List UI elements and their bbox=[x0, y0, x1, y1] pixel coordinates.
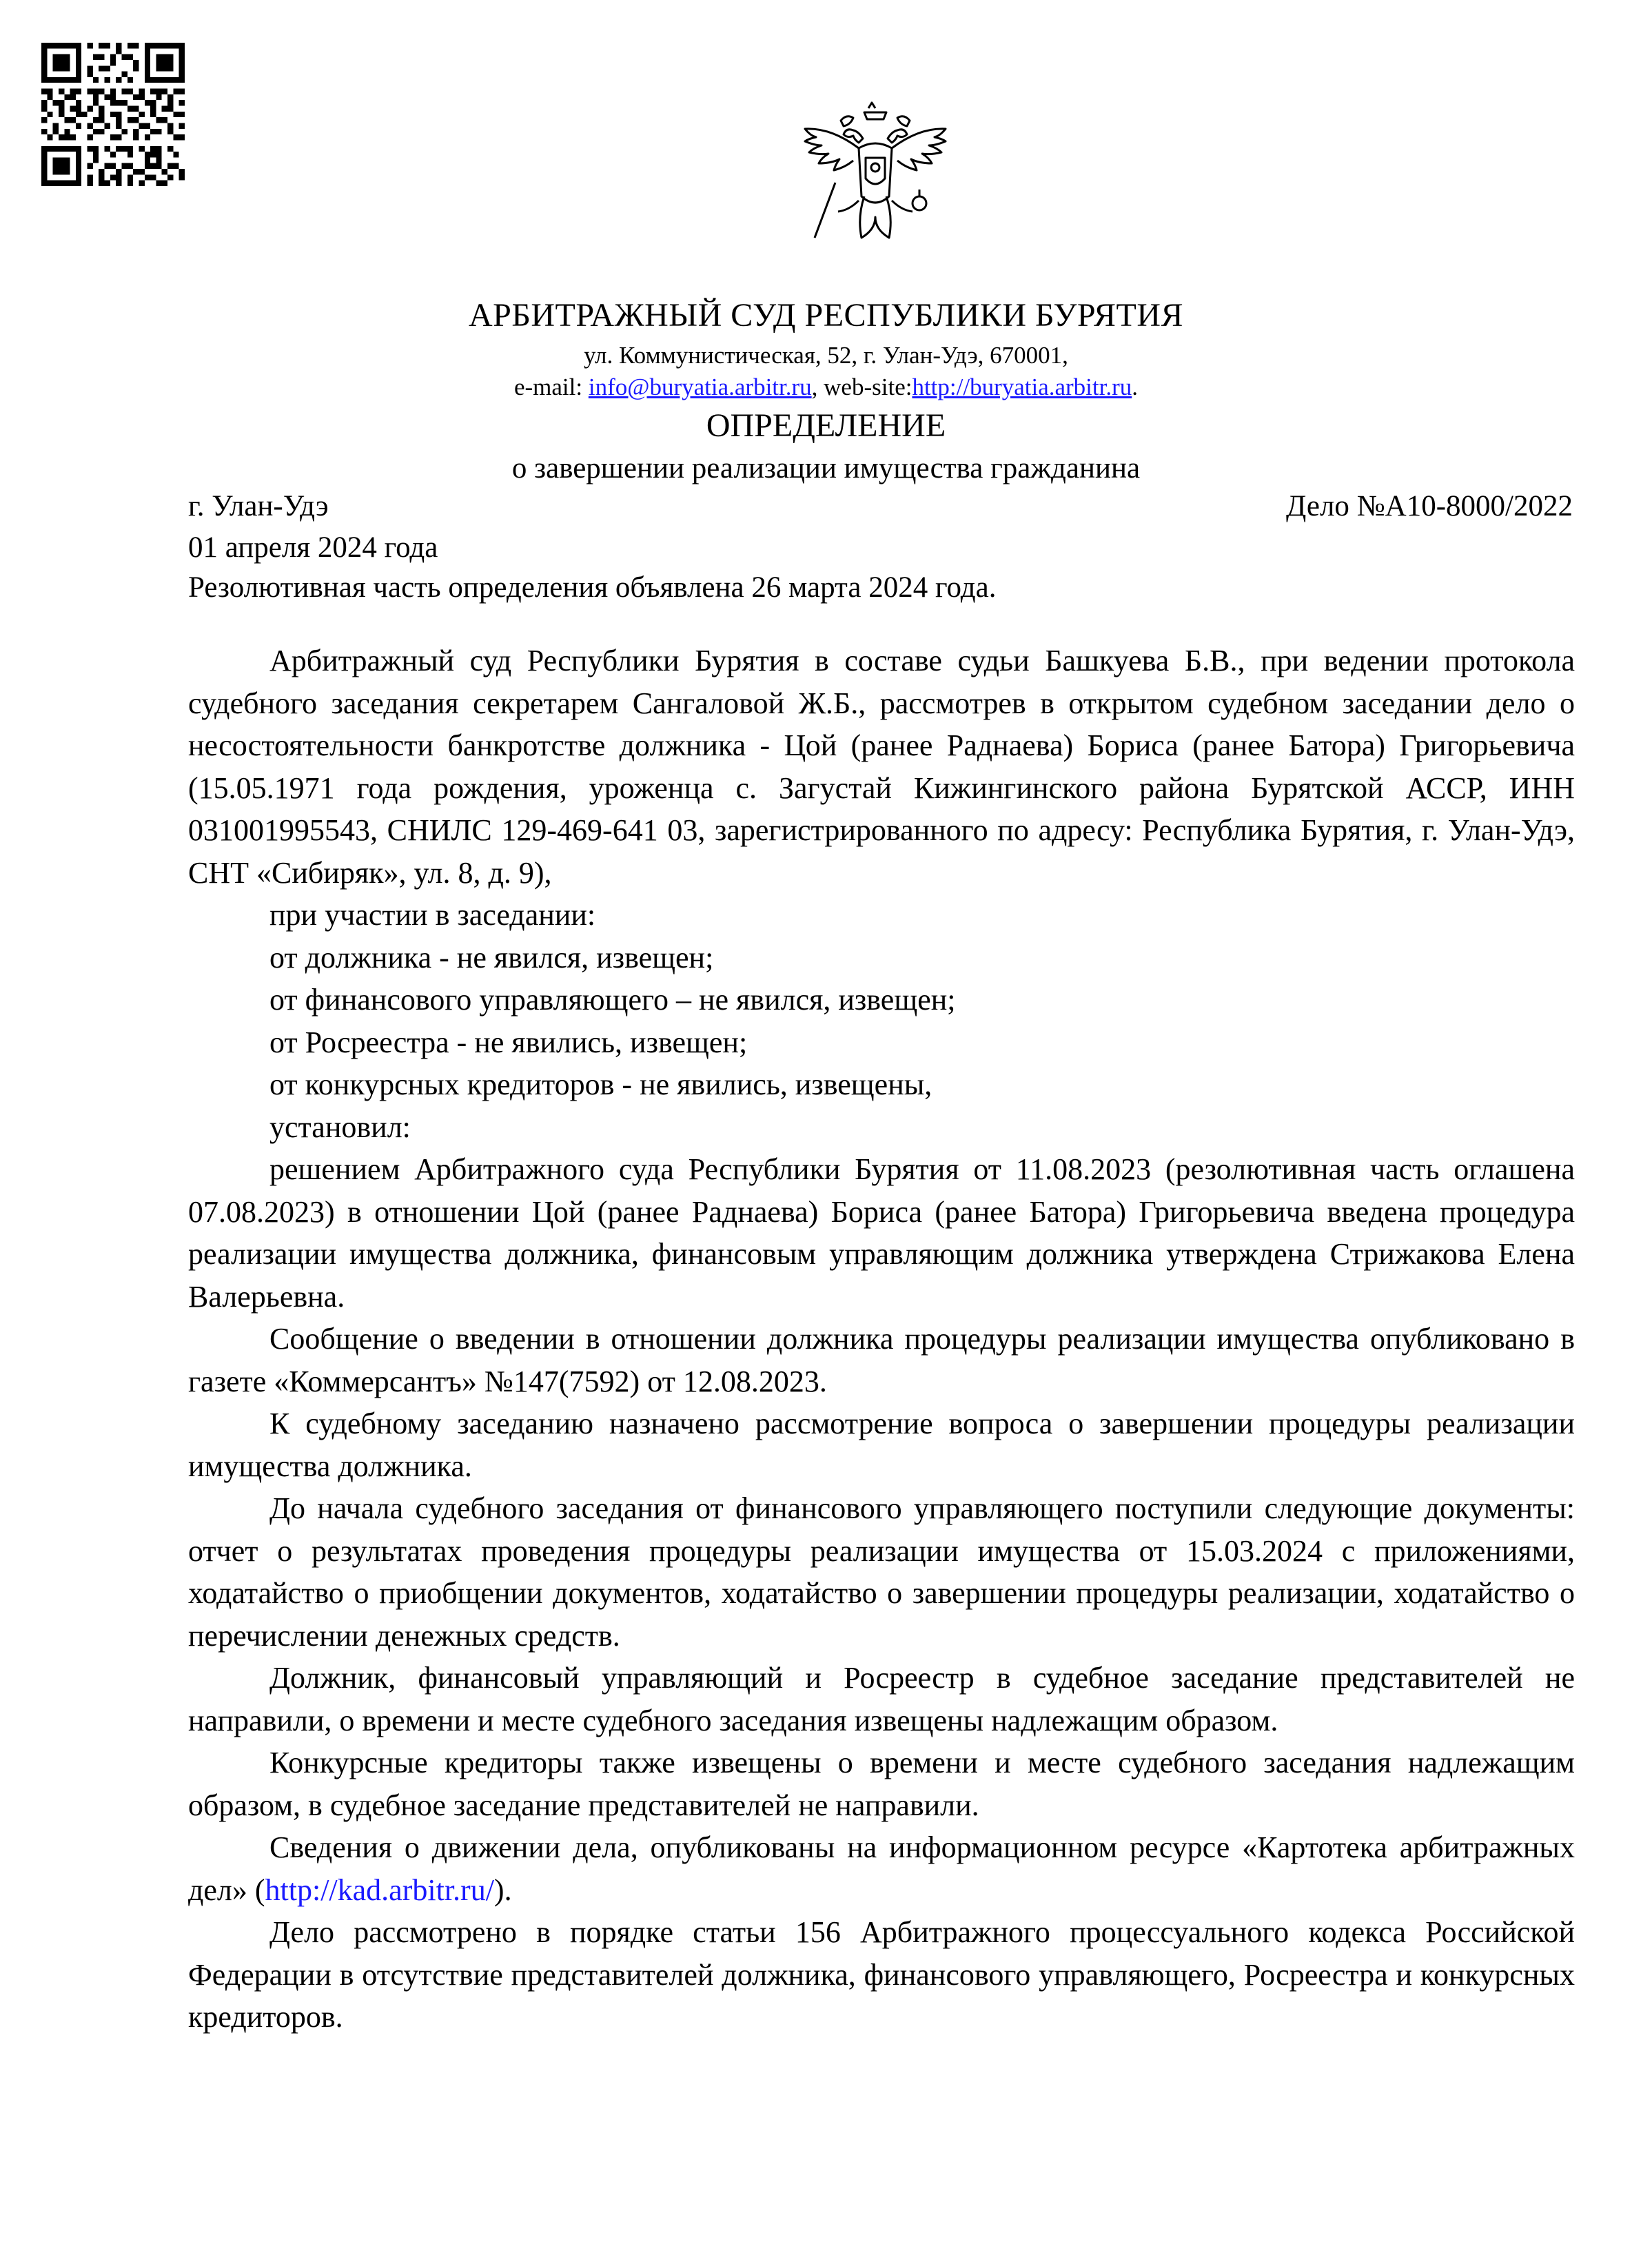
paragraph-case-info bbox=[188, 1826, 1575, 1911]
court-address: ул. Коммунистическая, 52, г. Улан-Удэ, 670001, bbox=[584, 342, 1068, 369]
document-place: г. Улан-Удэ bbox=[188, 490, 329, 522]
paragraph-composition: Арбитражный суд Республики Бурятия в составе судьи Башкуева Б.В., при ведении протокола судебного заседания секретарем Сангаловой Ж.Б., рассмотрев в открытом судебном заседании дело о несостоятельности банкротстве должника - Цой (ранее Раднаева) Бориса (ранее Батора) Григорьевича (15.05.1971 года рождения, уроженца с. Загустай Кижингинского района Бурятской АССР, ИНН 031001995543, СНИЛС 129-469-641 03, зарегистрированного по адресу: Республика Бурятия, г. Улан-Удэ, СНТ «Сибиряк», ул. 8, д. 9), bbox=[188, 644, 1575, 890]
paragraph-participation: при участии в заседании: bbox=[269, 898, 596, 932]
paragraph-rosreestr: от Росреестра - не явились, извещен; bbox=[269, 1025, 748, 1059]
paragraph-creditors-notified: Конкурсные кредиторы также извещены о времени и месте судебного заседания надлежащим образом, в судебное заседание представителей не направили. bbox=[188, 1746, 1575, 1822]
website-link[interactable]: http://buryatia.arbitr.ru bbox=[912, 374, 1132, 400]
website-label: , web-site: bbox=[811, 374, 912, 400]
email-link[interactable]: info@buryatia.arbitr.ru bbox=[588, 374, 812, 400]
qr-code bbox=[41, 43, 185, 186]
kad-link[interactable]: http://kad.arbitr.ru/ bbox=[265, 1872, 494, 1907]
website-end: . bbox=[1132, 374, 1139, 400]
coat-of-arms-emblem bbox=[793, 100, 958, 265]
paragraph-manager: от финансового управляющего – не явился, извещен; bbox=[269, 983, 956, 1017]
paragraph-hearing: К судебному заседанию назначено рассмотрение вопроса о завершении процедуры реализации имущества должника. bbox=[188, 1407, 1575, 1483]
case-number: Дело №А10-8000/2022 bbox=[1286, 490, 1573, 522]
document-type: ОПРЕДЕЛЕНИЕ bbox=[706, 407, 946, 444]
email-label: e-mail: bbox=[513, 374, 589, 400]
document-subject: о завершении реализации имущества гражданина bbox=[511, 452, 1141, 484]
court-name: АРБИТРАЖНЫЙ СУД РЕСПУБЛИКИ БУРЯТИЯ bbox=[468, 297, 1184, 334]
paragraph-procedure: Дело рассмотрено в порядке статьи 156 Арбитражного процессуального кодекса Российской Федерации в отсутствие представителей должника, финансового управляющего, Росреестра и конкурсных кредиторов. bbox=[188, 1915, 1575, 2034]
paragraph-debtor: от должника - не явился, извещен; bbox=[269, 940, 714, 974]
paragraph-publication: Сообщение о введении в отношении должника процедуры реализации имущества опубликовано в газете «Коммерсантъ» №147(7592) от 12.08.2023. bbox=[188, 1322, 1575, 1398]
paragraph-creditors: от конкурсных кредиторов - не явились, извещены, bbox=[269, 1068, 932, 1101]
paragraph-absence: Должник, финансовый управляющий и Росреестр в судебное заседание представителей не направили, о времени и месте судебного заседания извещены надлежащим образом. bbox=[188, 1661, 1575, 1737]
paragraph-documents: До начала судебного заседания от финансового управляющего поступили следующие документы: отчет о результатах проведения процедуры реализации имущества от 15.03.2024 с приложениями, ходатайство о приобщении документов, ходатайство о завершении процедуры реализации, ходатайство о перечислении денежных средств. bbox=[188, 1491, 1575, 1653]
case-info-end: ). bbox=[493, 1872, 512, 1907]
paragraph-decision: решением Арбитражного суда Республики Бурятия от 11.08.2023 (резолютивная часть оглашена 07.08.2023) в отношении Цой (ранее Раднаева) Бориса (ранее Батора) Григорьевича введена процедура реализации имущества должника, финансовым управляющим должника утверждена Стрижакова Елена Валерьевна. bbox=[188, 1152, 1575, 1314]
document-date: 01 апреля 2024 года bbox=[188, 531, 438, 564]
paragraph-established: установил: bbox=[269, 1110, 411, 1144]
case-info-text: Сведения о движении дела, опубликованы на информационном ресурсе «Картотека арбитражных дел» ( bbox=[188, 1830, 1575, 1907]
court-contacts bbox=[0, 374, 1652, 401]
document-body bbox=[188, 640, 1575, 2039]
resolution-note: Резолютивная часть определения объявлена 26 марта 2024 года. bbox=[188, 571, 997, 604]
